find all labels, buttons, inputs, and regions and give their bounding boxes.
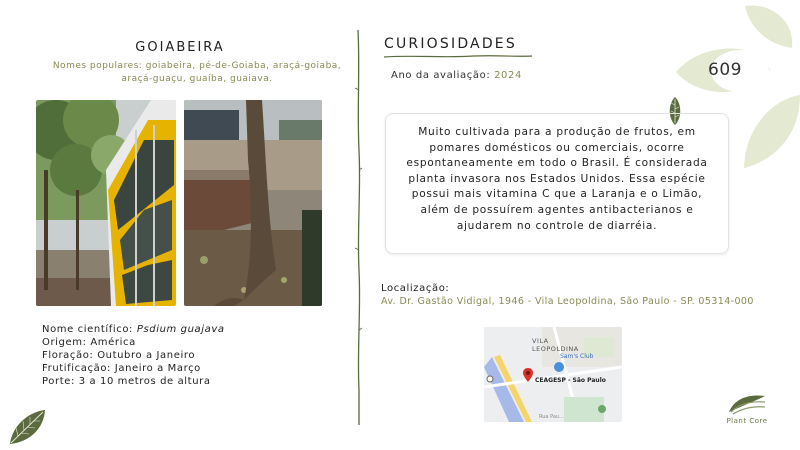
origin-label: Origem:: [42, 337, 87, 348]
size-label: Porte:: [42, 376, 75, 387]
plant-number: 609: [708, 60, 742, 80]
photo-building: [36, 100, 176, 306]
logo-name: Plant Core: [726, 417, 768, 425]
location-address[interactable]: Av. Dr. Gastão Vidigal, 1946 - Vila Leopoldina, São Paulo - SP. 05314-000: [381, 296, 754, 307]
size-row: [42, 375, 225, 388]
fruiting-label: Frutificação:: [42, 363, 112, 374]
scientific-name-label: Nome científico:: [42, 324, 134, 335]
year-label: Ano da avaliação:: [391, 70, 491, 81]
location-label: Localização:: [381, 283, 450, 294]
origin-row: [42, 336, 225, 349]
map-poi: Sam's Club: [560, 353, 594, 360]
size-value: 3 a 10 metros de altura: [78, 376, 211, 387]
fruiting-row: [42, 362, 225, 375]
location-map[interactable]: [484, 327, 622, 422]
map-street: Rua Pau...: [539, 414, 564, 420]
fruiting-value: Janeiro a Março: [114, 363, 201, 374]
scientific-name-value: Psdium guajava: [136, 324, 225, 335]
flowering-value: Outubro a Janeiro: [97, 350, 196, 361]
vertical-divider: [352, 30, 366, 425]
map-pin-icon: [523, 367, 533, 381]
curiosities-card: [385, 113, 729, 254]
title-underline: [384, 54, 534, 60]
plant-core-logo-icon: [727, 392, 767, 416]
photo-tree-trunk: [184, 100, 322, 306]
plant-info: [42, 323, 225, 388]
map-pin-label: CEAGESP - São Paulo: [535, 377, 606, 384]
popular-names: Nomes populares: goiabeira, pé-de-Goiaba, araçá-goiaba, araçá-guaçu, guaíba, guaiava.: [52, 61, 342, 84]
flowering-row: [42, 349, 225, 362]
year-value: 2024: [494, 70, 522, 81]
curiosities-title: CURIOSIDADES: [384, 36, 517, 52]
leaf-icon: [8, 408, 48, 446]
scientific-name-row: [42, 323, 225, 336]
origin-value: América: [90, 337, 136, 348]
curiosities-text: Muito cultivada para a produção de frutos, em pomares domésticos ou comerciais, ocorre espontaneamente em todo o Brasil. É considerada planta invasora nos Estados Unidos. Essa espécie possui mais vitamina C que a Laranja e o Limão, além de possuírem agentes antibacterianos e ajudarem no controle de diarréia.: [406, 126, 708, 232]
evaluation-year: [391, 70, 522, 81]
flowering-label: Floração:: [42, 350, 94, 361]
map-district: VILA LEOPOLDINA: [532, 337, 579, 353]
plant-name: GOIABEIRA: [135, 40, 225, 55]
